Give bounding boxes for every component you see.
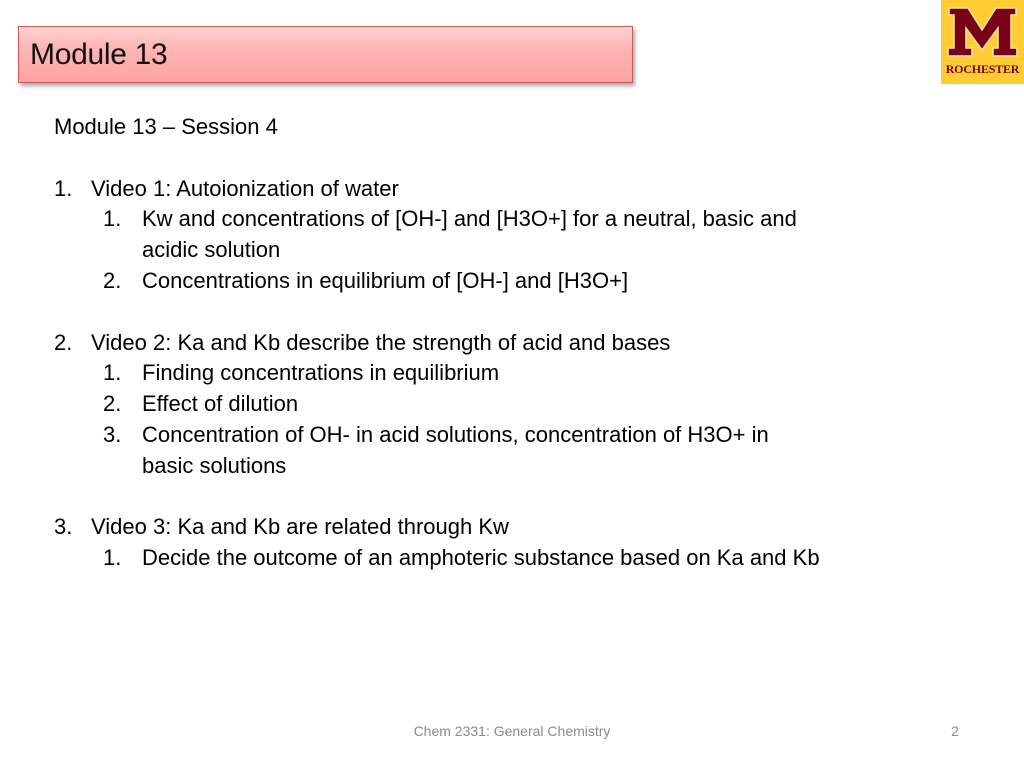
sub-list-item	[54, 420, 934, 451]
list-item	[54, 328, 934, 359]
sub-item-text: Kw and concentrations of [OH-] and [H3O+] for a neutral, basic and	[142, 206, 797, 232]
list-item-text: Video 3: Ka and Kb are related through Kw	[91, 514, 509, 540]
list-item-text: Video 1: Autoionization of water	[91, 175, 399, 201]
sub-item-text: Effect of dilution	[142, 391, 299, 417]
sub-item-number: 3.	[103, 421, 122, 447]
footer-text: Chem 2331: General Chemistry	[413, 723, 611, 739]
list-item	[54, 174, 934, 205]
list-item	[54, 512, 934, 543]
sub-list-item-continuation	[54, 451, 934, 482]
sub-item-number: 2.	[103, 267, 122, 293]
slide-content	[54, 112, 934, 574]
sub-item-number: 1.	[103, 360, 122, 386]
university-logo	[941, 0, 1024, 84]
title-box	[18, 26, 633, 83]
logo-text: ROCHESTER	[945, 62, 1020, 76]
list-item-number: 1.	[54, 175, 73, 201]
session-heading	[54, 112, 934, 143]
sub-item-text: basic solutions	[142, 452, 287, 478]
sub-list-item	[54, 389, 934, 420]
session-heading-text: Module 13 – Session 4	[54, 114, 278, 139]
sub-item-number: 2.	[103, 391, 122, 417]
sub-item-text: Finding concentrations in equilibrium	[142, 360, 500, 386]
sub-item-number: 1.	[103, 206, 122, 232]
list-item-text: Video 2: Ka and Kb describe the strength of acid and bases	[91, 329, 671, 355]
block-m-logo-icon	[941, 0, 1024, 62]
sub-item-text: acidic solution	[142, 237, 281, 263]
sub-list-item	[54, 543, 934, 574]
sub-list-item	[54, 266, 934, 297]
list-item-number: 2.	[54, 329, 73, 355]
sub-list-item	[54, 204, 934, 235]
page-number: 2	[951, 723, 959, 739]
slide-title: Module 13	[30, 38, 168, 71]
sub-list-item-continuation	[54, 235, 934, 266]
sub-item-text: Decide the outcome of an amphoteric substance based on Ka and Kb	[142, 545, 820, 571]
sub-item-text: Concentrations in equilibrium of [OH-] and [H3O+]	[142, 267, 629, 293]
sub-list-item	[54, 358, 934, 389]
sub-item-number: 1.	[103, 545, 122, 571]
list-item-number: 3.	[54, 514, 73, 540]
sub-item-text: Concentration of OH- in acid solutions, concentration of H3O+ in	[142, 421, 769, 447]
